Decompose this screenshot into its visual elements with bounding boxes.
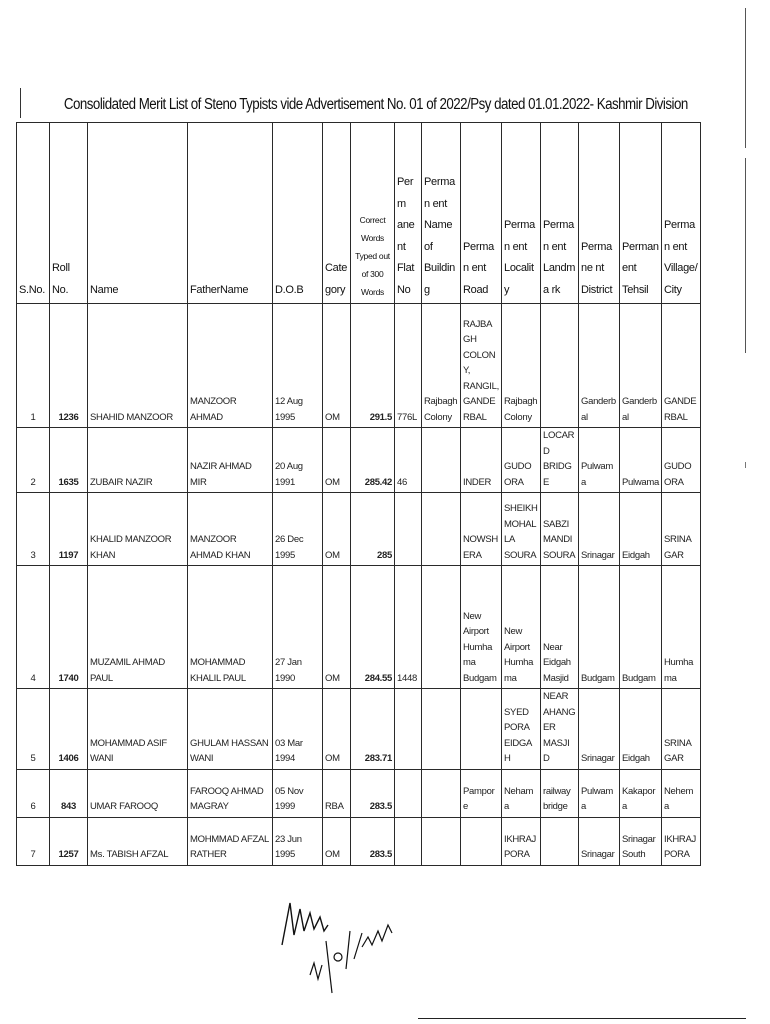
- header-category: Cate gory: [323, 123, 351, 304]
- cell-flat-no: [395, 689, 422, 770]
- cell-father-name: MOHMMAD AFZAL RATHER: [188, 817, 273, 865]
- cell-village-city: Humhama: [662, 566, 701, 689]
- cell-road: NOWSHERA: [461, 493, 502, 566]
- cell-roll-no: 1740: [50, 566, 88, 689]
- cell-category: OM: [323, 304, 351, 428]
- cell-category: OM: [323, 566, 351, 689]
- cell-sno: 1: [17, 304, 50, 428]
- header-name: Name: [88, 123, 188, 304]
- cell-sno: 3: [17, 493, 50, 566]
- cell-flat-no: [395, 493, 422, 566]
- table-row: [17, 493, 701, 566]
- cell-building-name: [422, 817, 461, 865]
- cell-building-name: [422, 689, 461, 770]
- cell-roll-no: 1197: [50, 493, 88, 566]
- cell-name: ZUBAIR NAZIR: [88, 428, 188, 493]
- header-dob: D.O.B: [273, 123, 323, 304]
- cell-landmark: railway bridge: [541, 769, 579, 817]
- cell-district: Pulwama: [579, 428, 620, 493]
- cell-correct-words: 284.55: [351, 566, 395, 689]
- cell-category: OM: [323, 817, 351, 865]
- cell-tehsil: Eidgah: [620, 689, 662, 770]
- cell-father-name: FAROOQ AHMAD MAGRAY: [188, 769, 273, 817]
- header-correct-words: Correct Words Typed out of 300 Words: [351, 123, 395, 304]
- cell-district: Srinagar: [579, 689, 620, 770]
- cell-name: MOHAMMAD ASIF WANI: [88, 689, 188, 770]
- cell-sno: 5: [17, 689, 50, 770]
- signature-icon: [270, 895, 420, 995]
- cell-village-city: Nehema: [662, 769, 701, 817]
- cell-district: Srinagar: [579, 817, 620, 865]
- cell-village-city: GANDERBAL: [662, 304, 701, 428]
- header-village-city: Perman ent Village/ City: [662, 123, 701, 304]
- cell-locality: SHEIKH MOHALLA SOURA: [502, 493, 541, 566]
- cell-dob: 03 Mar 1994: [273, 689, 323, 770]
- cell-district: Srinagar: [579, 493, 620, 566]
- cell-father-name: NAZIR AHMAD MIR: [188, 428, 273, 493]
- cell-building-name: [422, 428, 461, 493]
- scan-edge-line: [745, 158, 746, 353]
- cell-road: INDER: [461, 428, 502, 493]
- cell-father-name: MANZOOR AHMAD KHAN: [188, 493, 273, 566]
- cell-road: RAJBAGH COLONY, RANGIL, GANDERBAL: [461, 304, 502, 428]
- cell-name: MUZAMIL AHMAD PAUL: [88, 566, 188, 689]
- merit-list-table: [16, 122, 701, 866]
- bottom-rule: [418, 1018, 746, 1019]
- cell-correct-words: 283.5: [351, 817, 395, 865]
- page-margin-mark: [20, 88, 21, 118]
- cell-district: Pulwama: [579, 769, 620, 817]
- cell-roll-no: 1257: [50, 817, 88, 865]
- header-district: Permane nt District: [579, 123, 620, 304]
- cell-flat-no: [395, 817, 422, 865]
- cell-flat-no: 776L: [395, 304, 422, 428]
- table-row: [17, 817, 701, 865]
- cell-correct-words: 291.5: [351, 304, 395, 428]
- header-father-name: FatherName: [188, 123, 273, 304]
- cell-dob: 12 Aug 1995: [273, 304, 323, 428]
- header-tehsil: Perman ent Tehsil: [620, 123, 662, 304]
- cell-locality: New Airport Humhama: [502, 566, 541, 689]
- cell-landmark: [541, 817, 579, 865]
- cell-tehsil: Pulwama: [620, 428, 662, 493]
- cell-flat-no: 1448: [395, 566, 422, 689]
- cell-village-city: SRINAGAR: [662, 493, 701, 566]
- cell-locality: SYED PORA EIDGAH: [502, 689, 541, 770]
- cell-dob: 26 Dec 1995: [273, 493, 323, 566]
- document-title: Consolidated Merit List of Steno Typists vide Advertisement No. 01 of 2022/Psy dated 01.01.2022- Kashmir Division: [63, 96, 688, 113]
- cell-sno: 4: [17, 566, 50, 689]
- cell-district: Budgam: [579, 566, 620, 689]
- table-row: [17, 689, 701, 770]
- cell-roll-no: 1635: [50, 428, 88, 493]
- cell-locality: GUDOORA: [502, 428, 541, 493]
- cell-correct-words: 285: [351, 493, 395, 566]
- cell-building-name: [422, 566, 461, 689]
- cell-landmark: Near Eidgah Masjid: [541, 566, 579, 689]
- header-locality: Perman ent Locality: [502, 123, 541, 304]
- cell-landmark: [541, 304, 579, 428]
- cell-road: Pampore: [461, 769, 502, 817]
- cell-dob: 27 Jan 1990: [273, 566, 323, 689]
- cell-building-name: [422, 769, 461, 817]
- cell-village-city: SRINAGAR: [662, 689, 701, 770]
- cell-correct-words: 283.5: [351, 769, 395, 817]
- header-building-name: Perman ent Name of Buildin g: [422, 123, 461, 304]
- scan-edge-line: [745, 8, 746, 148]
- header-flat-no: Perm anent Flat No: [395, 123, 422, 304]
- cell-building-name: [422, 493, 461, 566]
- cell-locality: IKHRAJ PORA: [502, 817, 541, 865]
- cell-name: SHAHID MANZOOR: [88, 304, 188, 428]
- cell-sno: 2: [17, 428, 50, 493]
- cell-correct-words: 285.42: [351, 428, 395, 493]
- table-row: [17, 428, 701, 493]
- cell-tehsil: Budgam: [620, 566, 662, 689]
- table-row: [17, 304, 701, 428]
- cell-dob: 23 Jun 1995: [273, 817, 323, 865]
- cell-tehsil: Kakapora: [620, 769, 662, 817]
- cell-road: [461, 689, 502, 770]
- cell-roll-no: 843: [50, 769, 88, 817]
- cell-category: OM: [323, 689, 351, 770]
- scan-edge-mark: [745, 462, 746, 468]
- cell-district: Ganderbal: [579, 304, 620, 428]
- cell-name: Ms. TABISH AFZAL: [88, 817, 188, 865]
- cell-roll-no: 1406: [50, 689, 88, 770]
- cell-village-city: GUDOORA: [662, 428, 701, 493]
- cell-flat-no: 46: [395, 428, 422, 493]
- cell-name: UMAR FAROOQ: [88, 769, 188, 817]
- cell-sno: 7: [17, 817, 50, 865]
- header-roll-no: Roll No.: [50, 123, 88, 304]
- cell-correct-words: 283.71: [351, 689, 395, 770]
- cell-tehsil: Ganderbal: [620, 304, 662, 428]
- table-header-row: [17, 123, 701, 304]
- cell-dob: 20 Aug 1991: [273, 428, 323, 493]
- table-row: [17, 769, 701, 817]
- header-road: Perman ent Road: [461, 123, 502, 304]
- cell-father-name: MOHAMMAD KHALIL PAUL: [188, 566, 273, 689]
- cell-road: New Airport Humhama Budgam: [461, 566, 502, 689]
- cell-landmark: LOCARD BRIDGE: [541, 428, 579, 493]
- cell-name: KHALID MANZOOR KHAN: [88, 493, 188, 566]
- cell-road: [461, 817, 502, 865]
- cell-father-name: MANZOOR AHMAD: [188, 304, 273, 428]
- cell-flat-no: [395, 769, 422, 817]
- cell-building-name: Rajbagh Colony: [422, 304, 461, 428]
- cell-dob: 05 Nov 1999: [273, 769, 323, 817]
- cell-locality: Rajbagh Colony: [502, 304, 541, 428]
- cell-category: OM: [323, 428, 351, 493]
- cell-father-name: GHULAM HASSAN WANI: [188, 689, 273, 770]
- cell-locality: Nehama: [502, 769, 541, 817]
- header-sno: S.No.: [17, 123, 50, 304]
- cell-landmark: SABZI MANDI SOURA: [541, 493, 579, 566]
- cell-tehsil: Srinagar South: [620, 817, 662, 865]
- cell-category: RBA: [323, 769, 351, 817]
- cell-sno: 6: [17, 769, 50, 817]
- cell-category: OM: [323, 493, 351, 566]
- table-row: [17, 566, 701, 689]
- cell-roll-no: 1236: [50, 304, 88, 428]
- cell-tehsil: Eidgah: [620, 493, 662, 566]
- header-landmark: Perman ent Landma rk: [541, 123, 579, 304]
- cell-landmark: NEAR AHANGER MASJID: [541, 689, 579, 770]
- cell-village-city: IKHRAJ PORA: [662, 817, 701, 865]
